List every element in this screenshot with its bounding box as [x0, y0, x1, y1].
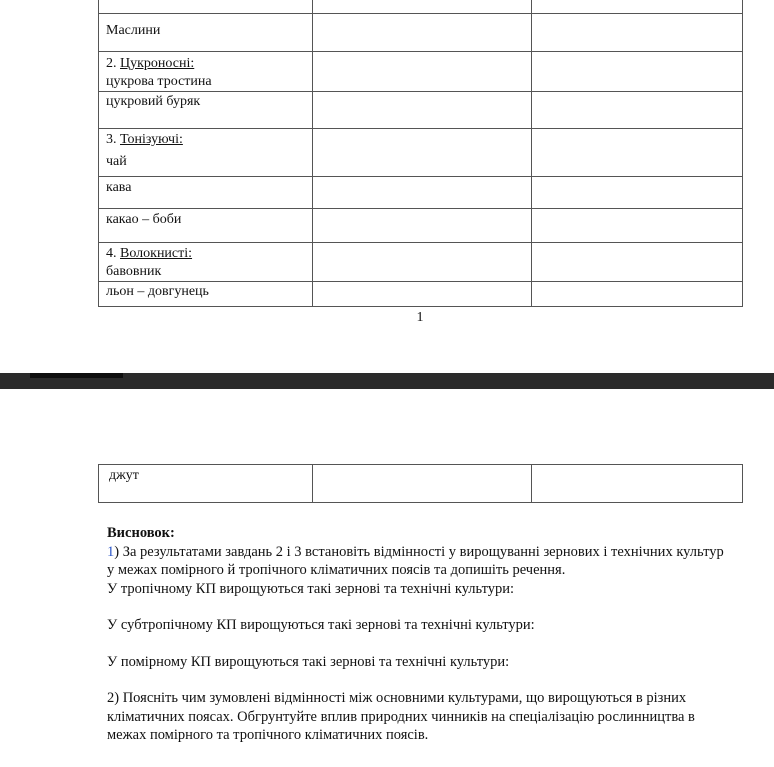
table-cell-empty[interactable]	[532, 177, 743, 209]
table-cell-empty[interactable]	[532, 52, 743, 92]
table-cell-empty[interactable]	[313, 465, 532, 503]
group-title: Волокнисті:	[120, 246, 193, 261]
task-1-text	[107, 543, 727, 580]
crop-name: бавовник	[106, 264, 162, 279]
task-2-text: 2) Поясніть чим зумовлені відмінності між основними культурами, що вирощуються в різних кліматичних поясах. Обгрунтуйте вплив природних чинників на спеціалізацію рослинництва в межах помірного та тропічного кліматичних поясів.	[107, 690, 695, 743]
table-cell-empty[interactable]	[313, 209, 532, 243]
group-number: 2.	[106, 56, 120, 71]
table-cell-empty[interactable]	[532, 282, 743, 307]
table-cell-empty[interactable]	[313, 282, 532, 307]
table-cell-empty[interactable]	[532, 209, 743, 243]
temperate-sentence: У помірному КП вирощуються такі зернові та технічні культури:	[107, 653, 510, 670]
table-cell-empty[interactable]	[313, 14, 532, 52]
table-row	[99, 14, 743, 52]
table-cell-empty[interactable]	[313, 52, 532, 92]
table-row	[99, 465, 743, 503]
table-cell-group	[99, 243, 313, 282]
table-row	[99, 129, 743, 177]
table-cell-group	[99, 52, 313, 92]
table-row	[99, 52, 743, 92]
group-title: Цукроносні:	[120, 56, 195, 71]
table-cell-empty[interactable]	[532, 243, 743, 282]
crops-table-page-2	[98, 464, 743, 503]
crops-table-page-1	[98, 0, 743, 307]
conclusion-section	[107, 524, 727, 745]
table-cell-empty[interactable]	[532, 129, 743, 177]
table-cell-label: Маслини	[99, 14, 313, 52]
crop-name: чай	[106, 154, 127, 169]
table-cell-empty[interactable]	[313, 177, 532, 209]
table-cell-label: льон – довгунець	[99, 282, 313, 307]
task-1-number: 1	[107, 543, 115, 560]
table-cell-empty[interactable]	[313, 243, 532, 282]
table-cell-label: кава	[99, 177, 313, 209]
page-number: 1	[416, 310, 424, 325]
tropical-sentence: У тропічному КП вирощуються такі зернові та технічні культури:	[107, 580, 515, 597]
table-row	[99, 0, 743, 14]
task-1-body: ) За результатами завдань 2 і 3 встановіть відмінності у вирощуванні зернових і технічних культур у межах помірного й тропічного кліматичних поясів та допишіть речення.	[107, 543, 724, 578]
page-separator-shadow	[30, 373, 123, 378]
table-cell-label: цукровий буряк	[99, 92, 313, 129]
table-cell-label: джут	[99, 465, 313, 503]
table-cell-empty[interactable]	[532, 92, 743, 129]
table-cell-group	[99, 129, 313, 177]
table-row	[99, 92, 743, 129]
table-cell-empty[interactable]	[532, 14, 743, 52]
table-cell-empty[interactable]	[532, 465, 743, 503]
group-title: Тонізуючі:	[120, 132, 183, 147]
table-row	[99, 243, 743, 282]
table-cell-empty[interactable]	[313, 0, 532, 14]
document-page-1	[0, 0, 774, 373]
table-cell-empty[interactable]	[532, 0, 743, 14]
table-cell-empty[interactable]	[313, 92, 532, 129]
subtropical-sentence: У субтропічному КП вирощуються такі зернові та технічні культури:	[107, 617, 535, 633]
group-number: 3.	[106, 132, 120, 147]
table-row	[99, 209, 743, 243]
group-number: 4.	[106, 246, 120, 261]
table-cell-label: какао – боби	[99, 209, 313, 243]
crop-name: цукрова тростина	[106, 74, 212, 89]
table-cell-empty[interactable]	[313, 129, 532, 177]
table-cell-label	[99, 0, 313, 14]
table-row	[99, 177, 743, 209]
conclusion-title: Висновок:	[107, 525, 175, 541]
table-row	[99, 282, 743, 307]
